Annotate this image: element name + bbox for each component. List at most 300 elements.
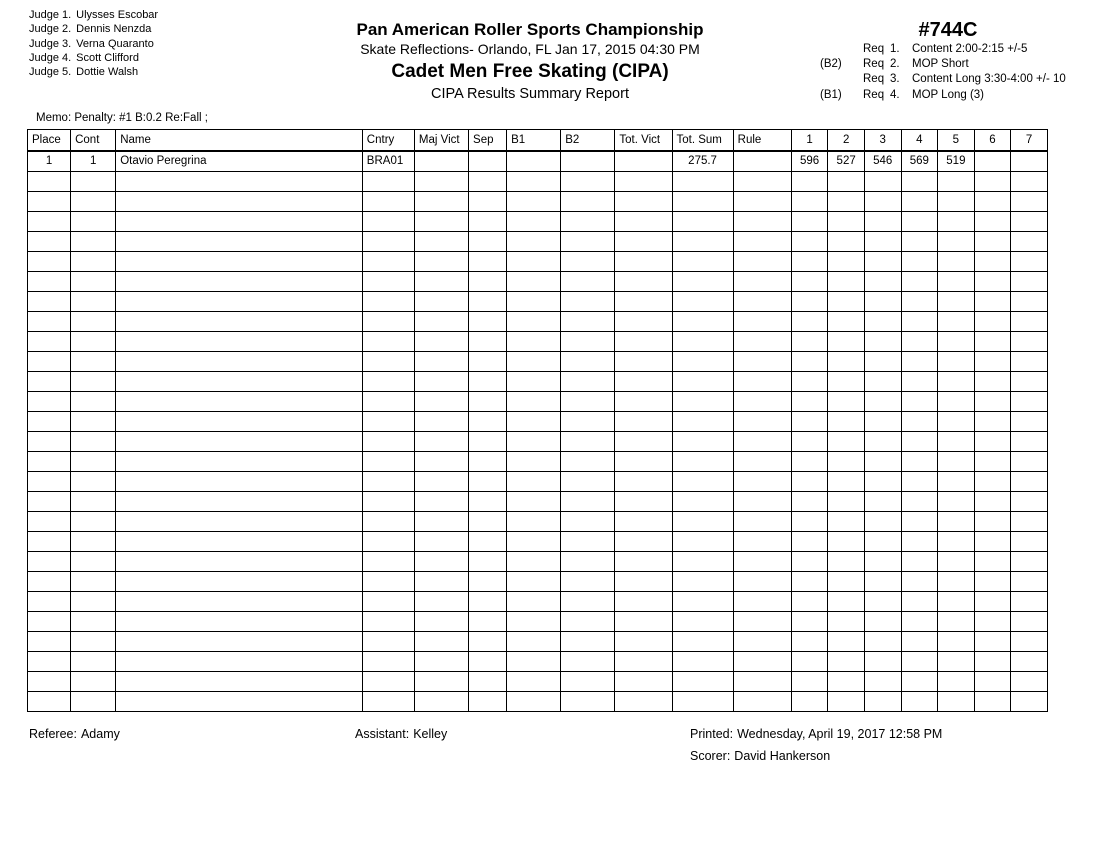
referee-name: Adamy — [80, 727, 120, 741]
cell-empty — [864, 312, 901, 332]
cell-empty — [469, 392, 507, 412]
cell-empty — [116, 312, 363, 332]
cell-empty — [901, 552, 938, 572]
cell-empty — [71, 512, 116, 532]
cell-empty — [864, 592, 901, 612]
column-header-cont: Cont — [71, 130, 116, 152]
cell-empty — [615, 492, 672, 512]
cell-empty — [28, 332, 71, 352]
cell-empty — [28, 392, 71, 412]
table-row-empty[interactable] — [28, 472, 1048, 492]
table-row-empty[interactable] — [28, 652, 1048, 672]
cell-empty — [1011, 692, 1048, 712]
cell-empty — [561, 372, 615, 392]
referee-label: Referee: — [29, 727, 77, 741]
table-row-empty[interactable] — [28, 372, 1048, 392]
cell-empty — [864, 452, 901, 472]
cell-empty — [615, 172, 672, 192]
scorer-name: David Hankerson — [734, 749, 831, 763]
cell-empty — [828, 472, 865, 492]
cell-empty — [672, 432, 733, 452]
cell-empty — [116, 272, 363, 292]
cell-tot-vict — [615, 151, 672, 172]
cell-empty — [615, 292, 672, 312]
table-row[interactable] — [28, 151, 1048, 172]
cell-empty — [362, 672, 414, 692]
cell-empty — [791, 172, 828, 192]
cell-empty — [901, 572, 938, 592]
cell-empty — [28, 412, 71, 432]
table-row-empty[interactable] — [28, 432, 1048, 452]
cell-empty — [672, 512, 733, 532]
cell-empty — [414, 232, 468, 252]
requirement-label: Req — [863, 43, 885, 55]
table-row-empty[interactable] — [28, 692, 1048, 712]
cell-empty — [733, 492, 791, 512]
cell-empty — [1011, 372, 1048, 392]
cell-empty — [938, 412, 975, 432]
cell-empty — [71, 552, 116, 572]
cell-empty — [561, 652, 615, 672]
cell-empty — [362, 612, 414, 632]
cell-empty — [791, 192, 828, 212]
cell-empty — [362, 552, 414, 572]
cell-empty — [828, 192, 865, 212]
cell-empty — [71, 332, 116, 352]
cell-empty — [362, 532, 414, 552]
cell-empty — [469, 372, 507, 392]
cell-empty — [362, 172, 414, 192]
cell-empty — [974, 412, 1011, 432]
cell-empty — [901, 472, 938, 492]
cell-empty — [938, 532, 975, 552]
cell-empty — [28, 552, 71, 572]
cell-empty — [938, 672, 975, 692]
cell-empty — [414, 332, 468, 352]
cell-empty — [507, 212, 561, 232]
cell-empty — [901, 612, 938, 632]
cell-empty — [71, 452, 116, 472]
cell-empty — [1011, 512, 1048, 532]
column-header-b2: B2 — [561, 130, 615, 152]
cell-empty — [864, 552, 901, 572]
cell-empty — [864, 232, 901, 252]
cell-empty — [362, 492, 414, 512]
cell-empty — [507, 372, 561, 392]
cell-empty — [615, 512, 672, 532]
table-row-empty[interactable] — [28, 272, 1048, 292]
cell-empty — [362, 392, 414, 412]
column-header-judge-6: 6 — [974, 130, 1011, 152]
cell-empty — [469, 352, 507, 372]
cell-empty — [974, 552, 1011, 572]
cell-empty — [615, 692, 672, 712]
cell-empty — [28, 632, 71, 652]
column-header-judge-1: 1 — [791, 130, 828, 152]
judge-name: Scott Clifford — [76, 51, 139, 64]
cell-empty — [733, 412, 791, 432]
table-row-empty[interactable] — [28, 232, 1048, 252]
cell-empty — [974, 392, 1011, 412]
table-row-empty[interactable] — [28, 352, 1048, 372]
cell-empty — [116, 512, 363, 532]
cell-empty — [864, 472, 901, 492]
table-row-empty[interactable] — [28, 512, 1048, 532]
cell-empty — [469, 532, 507, 552]
cell-empty — [469, 332, 507, 352]
cell-empty — [414, 672, 468, 692]
cell-empty — [974, 192, 1011, 212]
cell-empty — [615, 352, 672, 372]
cell-empty — [561, 352, 615, 372]
cell-empty — [901, 392, 938, 412]
cell-empty — [28, 652, 71, 672]
cell-empty — [672, 572, 733, 592]
cell-empty — [28, 292, 71, 312]
cell-empty — [561, 612, 615, 632]
table-header-row — [28, 130, 1048, 152]
cell-empty — [974, 612, 1011, 632]
cell-empty — [938, 572, 975, 592]
table-body — [28, 151, 1048, 712]
cell-empty — [938, 212, 975, 232]
cell-empty — [507, 292, 561, 312]
cell-empty — [28, 452, 71, 472]
cell-empty — [28, 372, 71, 392]
cell-empty — [733, 252, 791, 272]
cell-empty — [507, 392, 561, 412]
cell-empty — [672, 652, 733, 672]
cell-empty — [828, 292, 865, 312]
cell-empty — [71, 372, 116, 392]
cell-empty — [938, 332, 975, 352]
cell-empty — [828, 452, 865, 472]
cell-empty — [672, 532, 733, 552]
cell-empty — [561, 572, 615, 592]
table-row-empty[interactable] — [28, 292, 1048, 312]
table-row-empty[interactable] — [28, 412, 1048, 432]
cell-empty — [672, 472, 733, 492]
cell-empty — [733, 352, 791, 372]
cell-empty — [864, 272, 901, 292]
report-subtitle: CIPA Results Summary Report — [431, 86, 629, 102]
cell-empty — [507, 412, 561, 432]
cell-empty — [791, 452, 828, 472]
cell-empty — [469, 312, 507, 332]
cell-empty — [791, 572, 828, 592]
cell-empty — [507, 692, 561, 712]
cell-empty — [615, 632, 672, 652]
cell-empty — [974, 692, 1011, 712]
cell-empty — [414, 612, 468, 632]
cell-empty — [1011, 552, 1048, 572]
cell-judge-score-5: 519 — [938, 151, 975, 172]
cell-empty — [974, 332, 1011, 352]
cell-empty — [733, 172, 791, 192]
cell-empty — [116, 532, 363, 552]
judge-label: Judge — [29, 9, 59, 21]
cell-empty — [469, 272, 507, 292]
cell-empty — [116, 692, 363, 712]
cell-empty — [672, 232, 733, 252]
cell-empty — [469, 672, 507, 692]
cell-empty — [901, 532, 938, 552]
cell-empty — [116, 472, 363, 492]
cell-empty — [615, 552, 672, 572]
column-header-tot-vict: Tot. Vict — [615, 130, 672, 152]
cell-empty — [828, 632, 865, 652]
cell-empty — [1011, 632, 1048, 652]
cell-empty — [116, 412, 363, 432]
cell-empty — [864, 632, 901, 652]
table-row-empty[interactable] — [28, 612, 1048, 632]
cell-empty — [1011, 492, 1048, 512]
cell-empty — [791, 532, 828, 552]
judge-number: 4. — [61, 51, 72, 64]
cell-empty — [71, 272, 116, 292]
cell-empty — [507, 332, 561, 352]
table-row-empty[interactable] — [28, 552, 1048, 572]
cell-empty — [414, 272, 468, 292]
cell-empty — [71, 412, 116, 432]
cell-empty — [1011, 472, 1048, 492]
cell-empty — [974, 312, 1011, 332]
cell-empty — [561, 432, 615, 452]
cell-empty — [974, 272, 1011, 292]
cell-empty — [1011, 652, 1048, 672]
cell-empty — [28, 532, 71, 552]
cell-cont: 1 — [71, 151, 116, 172]
cell-empty — [615, 472, 672, 492]
cell-empty — [974, 512, 1011, 532]
cell-empty — [733, 372, 791, 392]
cell-empty — [901, 172, 938, 192]
table-row-empty[interactable] — [28, 532, 1048, 552]
cell-empty — [974, 232, 1011, 252]
cell-empty — [71, 392, 116, 412]
cell-empty — [828, 432, 865, 452]
cell-empty — [561, 392, 615, 412]
table-row-empty[interactable] — [28, 672, 1048, 692]
cell-empty — [507, 632, 561, 652]
cell-empty — [901, 332, 938, 352]
table-row-empty[interactable] — [28, 572, 1048, 592]
cell-empty — [116, 252, 363, 272]
cell-empty — [469, 432, 507, 452]
cell-empty — [733, 212, 791, 232]
requirement-number: 1. — [890, 43, 900, 55]
judge-label: Judge — [29, 23, 59, 36]
cell-empty — [672, 192, 733, 212]
cell-empty — [414, 352, 468, 372]
table-row-empty[interactable] — [28, 312, 1048, 332]
cell-empty — [507, 472, 561, 492]
cell-empty — [974, 372, 1011, 392]
cell-empty — [828, 332, 865, 352]
cell-empty — [362, 192, 414, 212]
cell-empty — [71, 472, 116, 492]
cell-empty — [791, 252, 828, 272]
cell-empty — [733, 592, 791, 612]
cell-empty — [791, 612, 828, 632]
cell-empty — [828, 412, 865, 432]
cell-empty — [116, 232, 363, 252]
cell-empty — [938, 352, 975, 372]
cell-empty — [672, 632, 733, 652]
cell-empty — [469, 572, 507, 592]
cell-b2 — [561, 151, 615, 172]
cell-empty — [561, 472, 615, 492]
cell-empty — [672, 552, 733, 572]
cell-empty — [561, 672, 615, 692]
cell-empty — [901, 412, 938, 432]
cell-empty — [28, 272, 71, 292]
cell-empty — [864, 692, 901, 712]
cell-empty — [864, 432, 901, 452]
cell-empty — [733, 432, 791, 452]
judge-number: 5. — [61, 66, 72, 79]
cell-empty — [507, 552, 561, 572]
assistant-label: Assistant: — [355, 727, 410, 741]
cell-empty — [71, 352, 116, 372]
cell-empty — [71, 432, 116, 452]
cell-empty — [507, 192, 561, 212]
cell-empty — [733, 512, 791, 532]
cell-empty — [615, 592, 672, 612]
category-title: Cadet Men Free Skating (CIPA) — [391, 61, 669, 82]
table-row-empty[interactable] — [28, 492, 1048, 512]
cell-empty — [901, 452, 938, 472]
cell-empty — [615, 372, 672, 392]
cell-empty — [414, 652, 468, 672]
cell-empty — [864, 352, 901, 372]
cell-empty — [791, 412, 828, 432]
cell-empty — [672, 392, 733, 412]
cell-empty — [733, 652, 791, 672]
cell-empty — [116, 572, 363, 592]
cell-empty — [828, 592, 865, 612]
assistant-line — [355, 727, 447, 741]
table-row-empty[interactable] — [28, 452, 1048, 472]
cell-empty — [414, 252, 468, 272]
judge-number: 1. — [61, 9, 72, 21]
cell-empty — [733, 332, 791, 352]
cell-empty — [733, 292, 791, 312]
cell-empty — [938, 392, 975, 412]
cell-empty — [938, 252, 975, 272]
cell-empty — [974, 532, 1011, 552]
cell-empty — [469, 612, 507, 632]
cell-empty — [791, 272, 828, 292]
cell-empty — [28, 572, 71, 592]
cell-empty — [362, 432, 414, 452]
cell-empty — [938, 272, 975, 292]
cell-empty — [469, 172, 507, 192]
cell-place: 1 — [28, 151, 71, 172]
cell-empty — [938, 372, 975, 392]
cell-empty — [561, 452, 615, 472]
cell-empty — [791, 592, 828, 612]
requirement-text: MOP Long (3) — [912, 88, 985, 101]
cell-empty — [672, 412, 733, 432]
cell-empty — [828, 392, 865, 412]
cell-empty — [561, 532, 615, 552]
cell-empty — [733, 392, 791, 412]
cell-judge-score-4: 569 — [901, 151, 938, 172]
cell-empty — [828, 252, 865, 272]
table-row-empty[interactable] — [28, 332, 1048, 352]
cell-empty — [362, 292, 414, 312]
event-number: #744C — [918, 19, 978, 41]
cell-empty — [828, 272, 865, 292]
cell-empty — [414, 692, 468, 712]
column-header-rule: Rule — [733, 130, 791, 152]
cell-empty — [71, 312, 116, 332]
cell-empty — [1011, 452, 1048, 472]
cell-empty — [414, 392, 468, 412]
cell-empty — [507, 572, 561, 592]
table-row-empty[interactable] — [28, 212, 1048, 232]
cell-empty — [864, 172, 901, 192]
cell-empty — [507, 312, 561, 332]
cell-empty — [901, 672, 938, 692]
cell-empty — [561, 212, 615, 232]
cell-empty — [561, 412, 615, 432]
cell-empty — [791, 552, 828, 572]
cell-empty — [362, 452, 414, 472]
cell-empty — [414, 412, 468, 432]
cell-empty — [469, 472, 507, 492]
cell-empty — [791, 312, 828, 332]
table-row-empty[interactable] — [28, 172, 1048, 192]
cell-empty — [507, 492, 561, 512]
cell-empty — [362, 632, 414, 652]
cell-empty — [672, 172, 733, 192]
cell-empty — [938, 512, 975, 532]
requirement-bonus-code: (B1) — [820, 88, 842, 101]
requirements-panel — [820, 18, 1090, 103]
cell-empty — [828, 232, 865, 252]
cell-empty — [864, 332, 901, 352]
cell-empty — [974, 632, 1011, 652]
cell-empty — [1011, 212, 1048, 232]
cell-empty — [672, 312, 733, 332]
cell-empty — [71, 692, 116, 712]
table-row-empty[interactable] — [28, 192, 1048, 212]
cell-empty — [28, 232, 71, 252]
cell-empty — [828, 552, 865, 572]
table-row-empty[interactable] — [28, 632, 1048, 652]
cell-empty — [864, 192, 901, 212]
requirement-text: Content 2:00-2:15 +/-5 — [912, 43, 1028, 55]
cell-empty — [733, 692, 791, 712]
table-row-empty[interactable] — [28, 592, 1048, 612]
cell-empty — [1011, 612, 1048, 632]
cell-empty — [791, 332, 828, 352]
cell-empty — [733, 272, 791, 292]
table-row-empty[interactable] — [28, 252, 1048, 272]
cell-empty — [974, 472, 1011, 492]
column-header-maj-vict: Maj Vict — [414, 130, 468, 152]
cell-empty — [71, 532, 116, 552]
cell-empty — [28, 352, 71, 372]
cell-empty — [974, 672, 1011, 692]
cell-empty — [561, 492, 615, 512]
cell-empty — [791, 212, 828, 232]
requirements-list — [820, 42, 1090, 103]
table-row-empty[interactable] — [28, 392, 1048, 412]
cell-empty — [362, 512, 414, 532]
